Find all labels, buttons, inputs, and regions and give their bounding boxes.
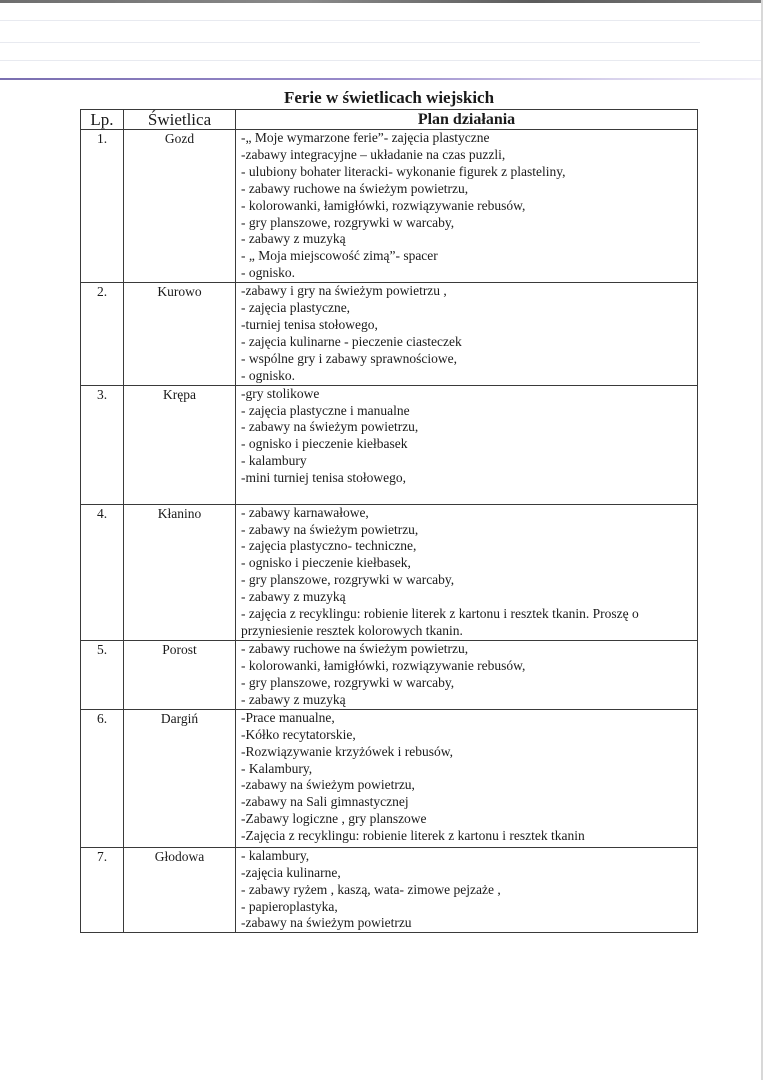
plan-item: - Kalambury, bbox=[241, 760, 313, 776]
plan-item: -„ Moje wymarzone ferie”- zajęcia plastyczne bbox=[241, 130, 490, 145]
table-header-row bbox=[81, 110, 698, 130]
swietlica-name: Porost bbox=[124, 640, 236, 709]
plan-item: -Rozwiązywanie krzyżówek i rebusów, bbox=[241, 743, 454, 759]
plan-item: - ognisko i pieczenie kiełbasek, bbox=[241, 555, 411, 571]
plan-item: - kalambury bbox=[241, 453, 307, 469]
swietlica-name: Kurowo bbox=[124, 283, 236, 385]
plan-item: - kolorowanki, łamigłówki, rozwiązywanie rebusów, bbox=[241, 197, 526, 213]
plan-item: - zabawy ruchowe na świeżym powietrzu, bbox=[241, 640, 469, 656]
table-row bbox=[81, 709, 698, 847]
scan-artifact-line bbox=[0, 60, 763, 61]
plan-item: -zabawy na Sali gimnastycznej bbox=[241, 794, 409, 810]
table-row bbox=[81, 847, 698, 933]
plan-item: -turniej tenisa stołowego, bbox=[241, 316, 378, 332]
plan-item: -Zajęcia z recyklingu: robienie literek z kartonu i resztek tkanin bbox=[241, 828, 585, 844]
plan-item: -zabawy na świeżym powietrzu bbox=[241, 915, 412, 931]
plan-item: - zabawy z muzyką bbox=[241, 231, 346, 247]
row-number: 7. bbox=[81, 847, 124, 933]
header-swietlica: Świetlica bbox=[124, 110, 236, 130]
table-row bbox=[81, 385, 698, 504]
plan-item: - „ Moja miejscowość zimą”- spacer bbox=[241, 248, 438, 264]
plan-item: - ulubiony bohater literacki- wykonanie figurek z plasteliny, bbox=[241, 163, 566, 179]
plan-item: -zajęcia kulinarne, bbox=[241, 864, 341, 880]
header-lp: Lp. bbox=[81, 110, 124, 130]
plan-item: - ognisko. bbox=[241, 265, 295, 281]
plan-item: -Prace manualne, bbox=[241, 709, 335, 725]
plan-item: -Kółko recytatorskie, bbox=[241, 726, 356, 742]
plan-item: - zajęcia plastyczno- techniczne, bbox=[241, 538, 417, 554]
plan-cell bbox=[236, 640, 698, 709]
plan-item: -zabawy na świeżym powietrzu, bbox=[241, 777, 415, 793]
plan-item: - gry planszowe, rozgrywki w warcaby, bbox=[241, 674, 455, 690]
plan-item: - zajęcia plastyczne i manualne bbox=[241, 402, 410, 418]
scan-edge bbox=[0, 0, 763, 3]
plan-item: - gry planszowe, rozgrywki w warcaby, bbox=[241, 214, 455, 230]
plan-item: - wspólne gry i zabawy sprawnościowe, bbox=[241, 350, 457, 366]
plan-item: - zabawy ryżem , kaszą, wata- zimowe pejzaże , bbox=[241, 881, 501, 897]
row-number: 4. bbox=[81, 504, 124, 640]
plan-item: - zajęcia kulinarne - pieczenie ciasteczek bbox=[241, 333, 462, 349]
plan-item: - kolorowanki, łamigłówki, rozwiązywanie rebusów, bbox=[241, 657, 526, 673]
plan-cell bbox=[236, 385, 698, 504]
plan-item: - ognisko. bbox=[241, 367, 295, 383]
table-row bbox=[81, 130, 698, 283]
plan-item: - kalambury, bbox=[241, 847, 310, 863]
plan-cell bbox=[236, 847, 698, 933]
plan-item: -zabawy integracyjne – układanie na czas puzzli, bbox=[241, 146, 506, 162]
plan-cell bbox=[236, 709, 698, 847]
row-number: 2. bbox=[81, 283, 124, 385]
plan-item: - zabawy na świeżym powietrzu, bbox=[241, 521, 419, 537]
plan-item: -zabawy i gry na świeżym powietrzu , bbox=[241, 283, 447, 299]
table-row bbox=[81, 283, 698, 385]
plan-item: -mini turniej tenisa stołowego, bbox=[241, 470, 406, 486]
plan-item: -Zabawy logiczne , gry planszowe bbox=[241, 811, 427, 827]
plan-item: - zabawy z muzyką bbox=[241, 589, 346, 605]
plan-item: - ognisko i pieczenie kiełbasek bbox=[241, 436, 408, 452]
scan-artifact-line bbox=[0, 42, 700, 43]
document-title: Ferie w świetlicach wiejskich bbox=[283, 88, 495, 107]
plan-item: - zabawy na świeżym powietrzu, bbox=[241, 419, 419, 435]
row-number: 6. bbox=[81, 709, 124, 847]
plan-item: - papieroplastyka, bbox=[241, 898, 338, 914]
plan-cell bbox=[236, 130, 698, 283]
plan-item: - zabawy ruchowe na świeżym powietrzu, bbox=[241, 180, 469, 196]
scan-artifact-line bbox=[0, 20, 763, 21]
table-row bbox=[81, 640, 698, 709]
swietlica-name: Gozd bbox=[124, 130, 236, 283]
row-number: 3. bbox=[81, 385, 124, 504]
plan-item: - zabawy karnawałowe, bbox=[241, 504, 369, 520]
plan-item: - zabawy z muzyką bbox=[241, 691, 346, 707]
swietlica-name: Dargiń bbox=[124, 709, 236, 847]
plan-item: - zajęcia z recyklingu: robienie literek z kartonu i resztek tkanin. Proszę o bbox=[241, 606, 639, 622]
plan-item: - gry planszowe, rozgrywki w warcaby, bbox=[241, 572, 455, 588]
header-rule bbox=[0, 78, 763, 80]
table-row bbox=[81, 504, 698, 640]
activities-table bbox=[80, 109, 698, 933]
plan-item: przyniesienie resztek kolorowych tkanin. bbox=[241, 622, 463, 638]
row-number: 5. bbox=[81, 640, 124, 709]
plan-item: - zajęcia plastyczne, bbox=[241, 300, 351, 316]
swietlica-name: Kłanino bbox=[124, 504, 236, 640]
plan-item: -gry stolikowe bbox=[241, 385, 320, 401]
row-number: 1. bbox=[81, 130, 124, 283]
plan-cell bbox=[236, 283, 698, 385]
header-plan: Plan działania bbox=[236, 110, 698, 130]
plan-cell bbox=[236, 504, 698, 640]
swietlica-name: Krępa bbox=[124, 385, 236, 504]
swietlica-name: Głodowa bbox=[124, 847, 236, 933]
